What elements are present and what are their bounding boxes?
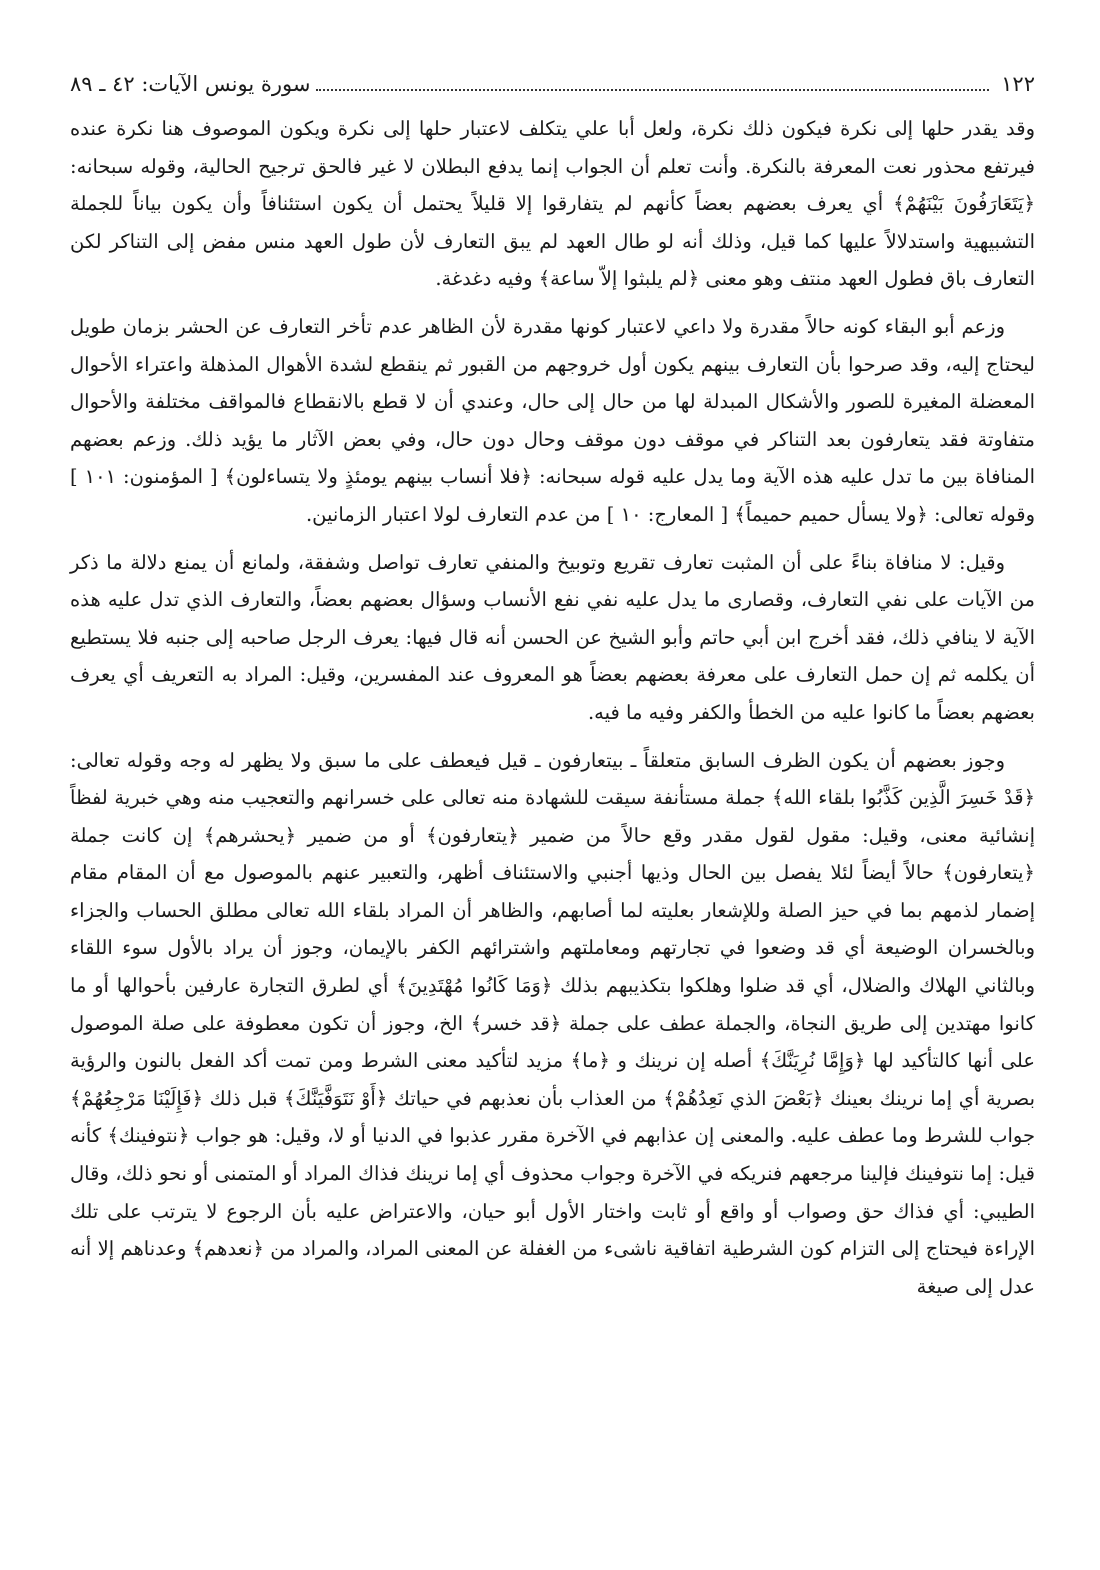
paragraph: وزعم أبو البقاء كونه حالاً مقدرة ولا داعي لاعتبار كونها مقدرة لأن الظاهر عدم تأخر التعارف عن الحشر بزمان طويل ليحتاج إليه، وقد صرحوا بأن التعارف بينهم يكون أول خروجهم من القبور ثم ينقطع لشدة الأهوال المذهلة واعتراء الأحوال المعضلة المغيرة للصور والأشكال المبدلة لها من حال إلى حال، وعندي أن لا قطع بالانقطاع فالمواقف مختلفة والأحوال متفاوتة فقد يتعارفون بعد التناكر في موقف دون موقف وحال دون حال، وفي بعض الآثار ما يؤيد ذلك. وزعم بعضهم المنافاة بين ما تدل عليه هذه الآية وما يدل عليه قوله سبحانه: ﴿فلا أنساب بينهم يومئذٍ ولا يتساءلون﴾ [ المؤمنون: ١٠١ ] وقوله تعالى: ﴿ولا يسأل حميم حميماً﴾ [ المعارج: ١٠ ] من عدم التعارف لولا اعتبار الزمانين.: [70, 314, 1035, 526]
running-head: [70, 72, 1035, 106]
paragraph: وقد يقدر حلها إلى نكرة فيكون ذلك نكرة، ولعل أبا علي يتكلف لاعتبار حلها إلى نكرة ويكون الموصوف هنا نكرة عنده فيرتفع محذور نعت المعرفة بالنكرة. وأنت تعلم أن الجواب إنما يدفع البطلان لا غير فالحق ترجيح الحالية، وقوله سبحانه: ﴿يَتَعَارَفُونَ بَيْنَهُمْ﴾ أي يعرف بعضهم بعضاً كأنهم لم يتفارقوا إلا قليلاً يحتمل أن يكون استئنافاً وأن يكون بياناً للجملة التشبيهية واستدلالاً عليها كما قيل، وذلك أنه لو طال العهد لم يبق التعارف لأن طول العهد منس مفض إلى التناكر لكن التعارف باق فطول العهد منتف وهو معنى ﴿لم يلبثوا إلاّ ساعة﴾ وفيه دغدغة.: [70, 117, 1035, 291]
paragraph: وقيل: لا منافاة بناءً على أن المثبت تعارف تقريع وتوبيخ والمنفي تعارف تواصل وشفقة، ولمانع أن يمنع دلالة ما ذكر من الآيات على نفي التعارف، وقصارى ما يدل عليه نفي نفع الأنساب وسؤال بعضهم بعضاً، والتعارف الذي تدل عليه هذه الآية لا ينافي ذلك، فقد أخرج ابن أبي حاتم وأبو الشيخ عن الحسن أنه قال فيها: يعرف الرجل صاحبه إلى جنبه فلا يستطيع أن يكلمه ثم إن حمل التعارف على معرفة بعضهم بعضاً هو المعروف عند المفسرين، وقيل: المراد به التعريف أي يعرف بعضهم بعضاً ما كانوا عليه من الخطأ والكفر وفيه ما فيه.: [70, 550, 1035, 724]
leader-dots: [316, 88, 989, 91]
surah-title: سورة يونس الآيات: ٤٢ ـ ٨٩: [70, 72, 311, 96]
page-number: ١٢٢: [1001, 72, 1035, 96]
body-text: [70, 110, 1035, 1305]
page: [70, 72, 1035, 1315]
paragraph: وجوز بعضهم أن يكون الظرف السابق متعلقاً ـ بيتعارفون ـ قيل فيعطف على ما سبق ولا يظهر له وجه وقوله تعالى: ﴿قَدْ خَسِرَ الَّذِين كَذَّبُوا بلقاء الله﴾ جملة مستأنفة سيقت للشهادة منه تعالى على خسرانهم والتعجيب منه وهي خبرية لفظاً إنشائية معنى، وقيل: مقول لقول مقدر وقع حالاً من ضمير ﴿يتعارفون﴾ أو من ضمير ﴿يحشرهم﴾ إن كانت جملة ﴿يتعارفون﴾ حالاً أيضاً لئلا يفصل بين الحال وذيها أجنبي والاستئناف أظهر، والتعبير عنهم بالموصول مع أن المقام مقام إضمار لذمهم بما في حيز الصلة وللإشعار بعليته لما أصابهم، والظاهر أن المراد بلقاء الله تعالى مطلق الحساب والجزاء وبالخسران الوضيعة أي قد وضعوا في تجارتهم ومعاملتهم واشترائهم الكفر بالإيمان، وجوز أن يراد بالأول سوء اللقاء وبالثاني الهلاك والضلال، أي قد ضلوا وهلكوا بتكذيبهم بذلك ﴿وَمَا كَانُوا مُهْتَدِينَ﴾ أي لطرق التجارة عارفين بأحوالها أو ما كانوا مهتدين إلى طريق النجاة، والجملة عطف على جملة ﴿قد خسر﴾ الخ، وجوز أن تكون معطوفة على صلة الموصول على أنها كالتأكيد لها ﴿وَإِمَّا نُرِيَنَّكَ﴾ أصله إن نرينك و ﴿ما﴾ مزيد لتأكيد معنى الشرط ومن تمت أكد الفعل بالنون والرؤية بصرية أي إما نرينك بعينك ﴿بَعْضَ الذي نَعِدُهُمْ﴾ من العذاب بأن نعذبهم في حياتك ﴿أَوْ نَتَوَفَّيَنَّكَ﴾ قبل ذلك ﴿فَإِلَيْنَا مَرْجِعُهُمْ﴾ جواب للشرط وما عطف عليه. والمعنى إن عذابهم في الآخرة مقرر عذبوا في الدنيا أو لا، وقيل: هو جواب ﴿نتوفينك﴾ كأنه قيل: إما نتوفينك فإلينا مرجعهم فنريكه في الآخرة وجواب محذوف أي إما نرينك فذاك المراد أو المتمنى أو نحو ذلك، وقال الطيبي: أي فذاك حق وصواب أو واقع أو ثابت واختار الأول أبو حيان، والاعتراض عليه بأن الرجوع لا يترتب على تلك الإراءة فيحتاج إلى التزام كون الشرطية اتفاقية ناشىء من الغفلة عن المعنى المراد، والمراد من ﴿نعدهم﴾ وعدناهم إلا أنه عدل إلى صيغة: [70, 748, 1035, 1298]
